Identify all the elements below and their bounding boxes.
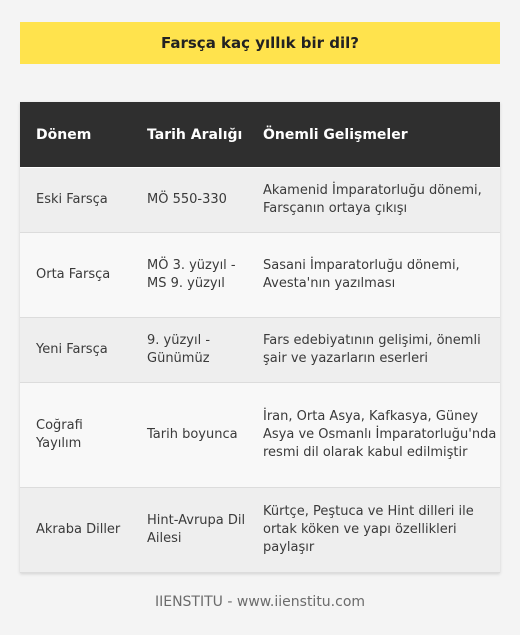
table-cell-date-range: MÖ 550-330	[131, 168, 247, 233]
table-row	[20, 233, 500, 318]
table-cell-date-range: 9. yüzyıl - Günümüz	[131, 318, 247, 383]
table-cell-developments: İran, Orta Asya, Kafkasya, Güney Asya ve Osmanlı İmparatorluğu'nda resmi dil olarak kabul edilmiştir	[247, 383, 500, 488]
table-cell-date-range: Hint-Avrupa Dil Ailesi	[131, 488, 247, 573]
table-cell-period: Eski Farsça	[20, 168, 131, 233]
column-header-donem: Dönem	[20, 102, 131, 168]
table-cell-period: Yeni Farsça	[20, 318, 131, 383]
table-cell-date-range: Tarih boyunca	[131, 383, 247, 488]
table-cell-developments: Kürtçe, Peştuca ve Hint dilleri ile ortak köken ve yapı özellikleri paylaşır	[247, 488, 500, 573]
table-cell-period: Coğrafi Yayılım	[20, 383, 131, 488]
table-header-row	[20, 102, 500, 168]
footer-credit: IIENSTITU - www.iienstitu.com	[154, 594, 366, 610]
table-cell-developments: Akamenid İmparatorluğu dönemi, Farsçanın ortaya çıkışı	[247, 168, 500, 233]
column-header-tarih-araligi: Tarih Aralığı	[131, 102, 247, 168]
table-cell-period: Akraba Diller	[20, 488, 131, 573]
table-row	[20, 488, 500, 573]
table-cell-developments: Fars edebiyatının gelişimi, önemli şair ve yazarların eserleri	[247, 318, 500, 383]
page-title: Farsça kaç yıllık bir dil?	[20, 22, 500, 64]
table-cell-developments: Sasani İmparatorluğu dönemi, Avesta'nın yazılması	[247, 233, 500, 318]
table-cell-date-range: MÖ 3. yüzyıl - MS 9. yüzyıl	[131, 233, 247, 318]
column-header-onemli-gelismeler: Önemli Gelişmeler	[247, 102, 500, 168]
table-row	[20, 318, 500, 383]
data-table	[20, 102, 500, 573]
table-row	[20, 383, 500, 488]
table-cell-period: Orta Farsça	[20, 233, 131, 318]
table-row	[20, 168, 500, 233]
